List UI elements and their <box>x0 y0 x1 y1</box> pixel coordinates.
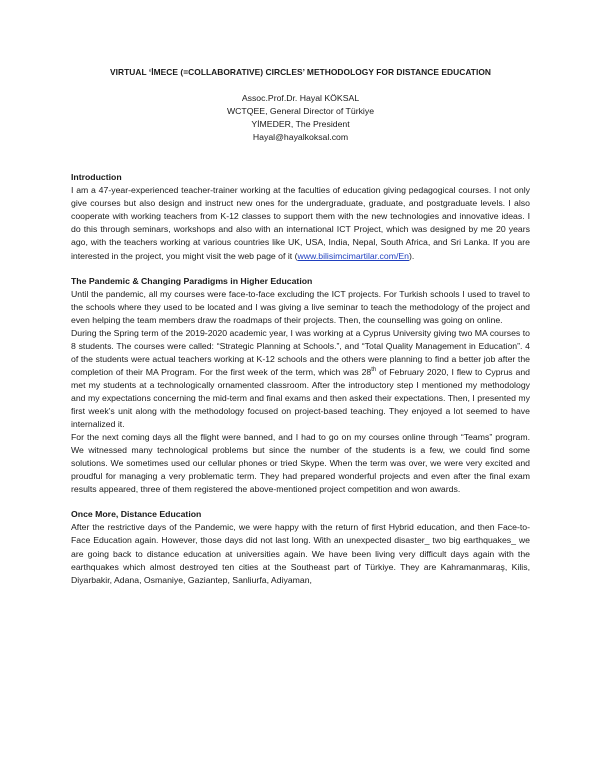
author-affiliation-2: YİMEDER, The President <box>251 119 350 130</box>
pandemic-paragraph-1: Until the pandemic, all my courses were face-to-face excluding the ICT projects. For Turkish schools I used to travel to the schools where they used to be located and I was giving a live seminar to teach the methodology of the project and even helping the team members draw the roadmaps of their projects. Then, the counselling was going on online. <box>71 288 530 325</box>
author-affiliation-1: WCTQEE, General Director of Türkiye <box>226 106 375 117</box>
once-more-section <box>71 508 530 586</box>
introduction-paragraph <box>71 184 530 262</box>
once-more-heading: Once More, Distance Education <box>71 509 202 520</box>
introduction-section <box>71 171 530 262</box>
ordinal-suffix: th <box>371 367 377 373</box>
once-more-paragraph: After the restrictive days of the Pandemic, we were happy with the return of first Hybrid education, and then Face-to-Face Education again. However, those days did not last long. With an unexpected disaster_ two big earthquakes_ we are going back to distance education at universities again. We have been living very difficult days again with the earthquakes which almost destroyed ten cities at the Southeast part of Türkiye. They are Kahramanmaraş, Kilis, Diyarbakir, Adana, Osmaniye, Gaziantep, Sanliurfa, Adiyaman, <box>71 522 530 585</box>
pandemic-section <box>71 275 530 497</box>
author-name: Assoc.Prof.Dr. Hayal KÖKSAL <box>241 93 360 104</box>
pandemic-p2-b: of February 2020, I flew to Cyprus and met my students at a technologically ornamented classroom. After the introductory step I mentioned my methodology and my expectations concerning the mid-term and final exams and then asked their expectations. Then, I presented my first week’s unit along with the methodology focused on project-based teaching. They enjoyed a lot seemed to have internalized it. <box>71 366 530 430</box>
page-title: VIRTUAL ‘İMECE (=COLLABORATIVE) CIRCLES’ METHODOLOGY FOR DISTANCE EDUCATION <box>109 67 492 77</box>
project-web-link[interactable]: www.bilisimcimartilar.com/En <box>297 250 409 261</box>
introduction-text: I am a 47-year-experienced teacher-trainer working at the faculties of education giving pedagogical courses. I not only give courses but also design and instruct new ones for the undergraduate, graduate, and postgraduate levels. I also cooperate with working teachers from K-12 classes to support them with the new technologies and innovative ideas. I do this through seminars, workshops and also with an international ICT Project, which was designed by me 20 years ago, with the teachers working at various countries like UK, USA, India, Nepal, South Africa, and Sri Lanka. If you are interested in the project, you might visit the web page of it ( <box>71 185 530 261</box>
pandemic-paragraph-3: For the next coming days all the flight were banned, and I had to go on my courses online through “Teams” program. We witnessed many technological problems but since the number of the students is a few, we could find some solutions. We sometimes used our cellular phones or tried Skype. When the term was over, we were very excited and proudful for managing a very problematic term. They had prepared wonderful projects and even after the final exam results appeared, three of them registered the above-mentioned project competition and won awards. <box>71 432 530 495</box>
author-block <box>71 92 530 144</box>
pandemic-paragraph-2 <box>71 327 530 431</box>
pandemic-p2-a: During the Spring term of the 2019-2020 academic year, I was working at a Cyprus University giving two MA courses to 8 students. The courses were called: “Strategic Planning at Schools.”, and “Total Quality Management in Education”. 4 of the students were actual teachers working at K-12 schools and the others were planning to find a better job after the completion of their MA Program. For the first week of the term, which was 28 <box>71 327 530 377</box>
author-email: Hayal@hayalkoksal.com <box>252 132 349 143</box>
introduction-text-end: ). <box>409 250 415 261</box>
pandemic-heading: The Pandemic & Changing Paradigms in Higher Education <box>71 275 313 286</box>
introduction-heading: Introduction <box>71 172 122 183</box>
